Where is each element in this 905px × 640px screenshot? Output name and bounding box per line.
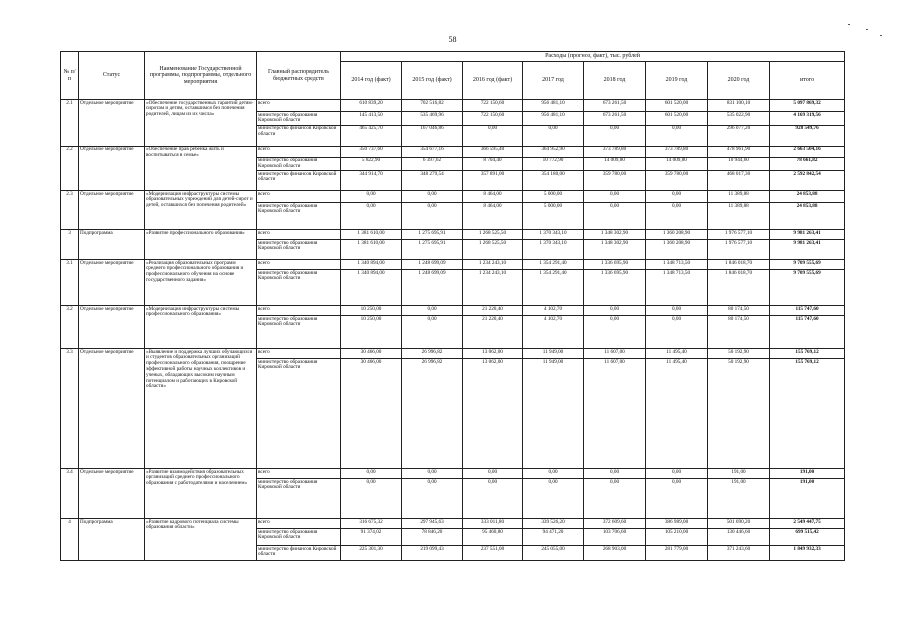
row-executor: министерство образования Кировской области <box>257 112 341 126</box>
value-total: 1 849 932,33 <box>770 546 845 561</box>
value-cell: 26 996,82 <box>402 359 463 469</box>
value-cell: 0,00 <box>646 469 708 479</box>
row-status: Отдельное мероприятие <box>79 349 145 469</box>
value-cell: 722 150,60 <box>463 112 523 126</box>
row-executor: всего <box>257 519 341 529</box>
table-row <box>61 260 845 270</box>
row-number: 3 <box>61 230 79 260</box>
value-cell: 145 413,50 <box>341 112 402 126</box>
value-cell: 0,00 <box>584 125 646 146</box>
value-cell: 225 301,30 <box>341 546 402 561</box>
header-year: 2016 год (факт) <box>463 62 523 100</box>
value-cell: 601 520,00 <box>646 112 708 126</box>
row-status: Отдельное мероприятие <box>79 306 145 349</box>
row-status: Отдельное мероприятие <box>79 191 145 230</box>
header-year: 2020 год <box>708 62 770 100</box>
value-cell: 1 268 525,50 <box>463 240 523 260</box>
value-cell: 13 062,00 <box>463 349 523 359</box>
value-cell: 8 704,40 <box>463 157 523 171</box>
value-cell: 316 675,32 <box>341 519 402 529</box>
header-year: итого <box>770 62 845 100</box>
value-cell: 80 174,50 <box>708 316 770 349</box>
value-cell: 373 789,80 <box>584 146 646 157</box>
table-row <box>61 349 845 359</box>
value-cell: 1 976 577,10 <box>708 240 770 260</box>
value-total: 115 747,60 <box>770 316 845 349</box>
value-cell: 95 460,80 <box>463 529 523 546</box>
value-cell: 10 250,00 <box>341 316 402 349</box>
row-executor: всего <box>257 191 341 203</box>
value-cell: 11 607,00 <box>584 349 646 359</box>
value-cell: 0,00 <box>584 203 646 230</box>
header-executor: Главный распорядитель бюджетных средств <box>257 52 341 100</box>
value-cell: 26 996,82 <box>402 349 463 359</box>
scan-speck <box>848 24 850 25</box>
row-program-name: «Выявление и поддержка лучших обучающихся и студентов образовательных организаций профессионального образования, поощрение эффективной работы научных коллективов и ученых, обладающих высоким научным потенциалом и работающих в Кировской области» <box>145 349 257 469</box>
value-cell: 1 234 243,10 <box>463 270 523 306</box>
value-total: 78 661,82 <box>770 157 845 171</box>
value-cell: 281 779,00 <box>646 546 708 561</box>
value-cell: 0,00 <box>402 203 463 230</box>
row-executor: всего <box>257 100 341 112</box>
value-cell: 0,00 <box>646 203 708 230</box>
row-executor: министерство образования Кировской области <box>257 240 341 260</box>
value-cell: 0,00 <box>584 306 646 316</box>
row-program-name: «Развитие профессионального образования» <box>145 230 257 260</box>
value-cell: 0,00 <box>523 469 584 479</box>
table-row <box>61 230 845 240</box>
value-cell: 1 348 713,50 <box>646 270 708 306</box>
value-cell: 371 243,60 <box>708 546 770 561</box>
value-cell: 5 822,90 <box>341 157 402 171</box>
value-cell: 1 381 610,00 <box>341 230 402 240</box>
value-cell: 10 250,00 <box>341 306 402 316</box>
value-cell: 10 772,90 <box>523 157 584 171</box>
scan-speck <box>866 29 868 30</box>
value-total: 9 709 555,69 <box>770 270 845 306</box>
value-cell: 359 780,00 <box>584 171 646 191</box>
row-number: 2.2 <box>61 146 79 191</box>
value-total: 24 853,88 <box>770 191 845 203</box>
table-row <box>61 191 845 203</box>
value-cell: 10 944,60 <box>708 157 770 171</box>
row-executor: министерство образования Кировской области <box>257 203 341 230</box>
value-cell: 0,00 <box>341 469 402 479</box>
value-cell: 296 077,20 <box>708 125 770 146</box>
value-cell: 386 989,00 <box>646 519 708 529</box>
value-cell: 80 174,50 <box>708 306 770 316</box>
value-cell: 0,00 <box>402 306 463 316</box>
value-cell: 0,00 <box>341 191 402 203</box>
row-number: 3.4 <box>61 469 79 519</box>
row-status: Отдельное мероприятие <box>79 260 145 306</box>
value-cell: 1 381 610,00 <box>341 240 402 260</box>
value-cell: 103 706,60 <box>584 529 646 546</box>
value-cell: 1 846 018,70 <box>708 260 770 270</box>
expenses-table <box>60 51 845 561</box>
value-cell: 30 466,00 <box>341 359 402 469</box>
value-cell: 610 839,20 <box>341 100 402 112</box>
table-row <box>61 146 845 157</box>
value-cell: 1 336 695,90 <box>584 270 646 306</box>
row-executor: всего <box>257 230 341 240</box>
row-program-name: «Обеспечение государственных гарантий детям-сиротам и детям, оставшимся без попечения родителей, лицам из их числа» <box>145 100 257 147</box>
value-cell: 0,00 <box>646 316 708 349</box>
row-program-name: «Развитие кадрового потенциала системы образования области» <box>145 519 257 561</box>
row-program-name: «Модернизация инфраструктуры системы образовательных учреждений для детей-сирот и детей, оставшихся без попечения родителей» <box>145 191 257 230</box>
value-cell: 0,00 <box>523 125 584 146</box>
value-cell: 1 348 302,90 <box>584 230 646 240</box>
row-status: Отдельное мероприятие <box>79 146 145 191</box>
value-cell: 14 009,80 <box>584 157 646 171</box>
value-cell: 0,00 <box>584 479 646 519</box>
table-row <box>61 519 845 529</box>
row-number: 2.3 <box>61 191 79 230</box>
value-cell: 0,00 <box>341 479 402 519</box>
value-total: 2 549 447,75 <box>770 519 845 529</box>
value-cell: 130 446,60 <box>708 529 770 546</box>
value-cell: 105 210,00 <box>646 529 708 546</box>
row-program-name: «Реализация образовательных программ среднего профессионального образования и профессионального обучения на основе государственного задания» <box>145 260 257 306</box>
row-executor: министерство финансов Кировской области <box>257 546 341 561</box>
header-year: 2019 год <box>646 62 708 100</box>
row-status: Подпрограмма <box>79 230 145 260</box>
value-cell: 1 336 695,90 <box>584 260 646 270</box>
value-cell: 831 100,10 <box>708 100 770 112</box>
row-executor: министерство образования Кировской области <box>257 529 341 546</box>
value-cell: 1 248 699,09 <box>402 260 463 270</box>
value-cell: 1 275 695,91 <box>402 240 463 260</box>
value-cell: 0,00 <box>584 316 646 349</box>
value-cell: 0,00 <box>646 306 708 316</box>
row-program-name: «Обеспечение прав ребенка жить и воспитываться в семье» <box>145 146 257 191</box>
value-cell: 350 737,60 <box>341 146 402 157</box>
value-cell: 11 607,00 <box>584 359 646 469</box>
value-cell: 468 017,30 <box>708 171 770 191</box>
row-status: Подпрограмма <box>79 519 145 561</box>
value-total: 4 169 319,56 <box>770 112 845 126</box>
value-cell: 21 220,40 <box>463 316 523 349</box>
value-total: 2 592 842,54 <box>770 171 845 191</box>
value-cell: 1 275 695,91 <box>402 230 463 240</box>
value-cell: 0,00 <box>646 125 708 146</box>
value-cell: 1 370 343,10 <box>523 240 584 260</box>
header-year: 2014 год (факт) <box>341 62 402 100</box>
row-executor: министерство образования Кировской области <box>257 316 341 349</box>
value-cell: 354 677,16 <box>402 146 463 157</box>
value-cell: 4 102,70 <box>523 306 584 316</box>
row-executor: министерство образования Кировской области <box>257 157 341 171</box>
table-row <box>61 100 845 112</box>
value-cell: 0,00 <box>523 479 584 519</box>
row-executor: всего <box>257 260 341 270</box>
table-row <box>61 469 845 479</box>
value-cell: 1 360 208,90 <box>646 240 708 260</box>
value-cell: 0,00 <box>402 479 463 519</box>
value-cell: 1 354 291,40 <box>523 260 584 270</box>
value-cell: 14 009,80 <box>646 157 708 171</box>
value-total: 928 549,76 <box>770 125 845 146</box>
value-cell: 0,00 <box>646 479 708 519</box>
header-year: 2015 год (факт) <box>402 62 463 100</box>
value-cell: 364 952,90 <box>523 146 584 157</box>
value-cell: 11 949,00 <box>523 349 584 359</box>
value-cell: 333 011,80 <box>463 519 523 529</box>
row-executor: всего <box>257 469 341 479</box>
value-cell: 4 102,70 <box>523 316 584 349</box>
value-total: 9 981 263,41 <box>770 240 845 260</box>
row-program-name: «Модернизация инфраструктуры системы профессионального образования» <box>145 306 257 349</box>
value-cell: 0,00 <box>463 479 523 519</box>
value-cell: 501 690,20 <box>708 519 770 529</box>
value-cell: 11 495,40 <box>646 359 708 469</box>
value-cell: 339 526,20 <box>523 519 584 529</box>
value-cell: 91 374,02 <box>341 529 402 546</box>
value-cell: 50 192,90 <box>708 359 770 469</box>
row-program-name: «Развитие взаимодействия образовательных организаций среднего профессионального образования с работодателями и населением» <box>145 469 257 519</box>
row-executor: министерство образования Кировской области <box>257 359 341 469</box>
value-cell: 535 022,90 <box>708 112 770 126</box>
value-cell: 78 846,20 <box>402 529 463 546</box>
value-cell: 0,00 <box>402 316 463 349</box>
value-cell: 237 551,00 <box>463 546 523 561</box>
row-executor: всего <box>257 146 341 157</box>
value-cell: 1 234 243,10 <box>463 260 523 270</box>
row-executor: всего <box>257 306 341 316</box>
value-cell: 1 348 713,50 <box>646 260 708 270</box>
value-total: 699 515,42 <box>770 529 845 546</box>
value-cell: 702 516,82 <box>402 100 463 112</box>
value-cell: 0,00 <box>584 469 646 479</box>
row-number: 4 <box>61 519 79 561</box>
value-total: 9 981 263,41 <box>770 230 845 240</box>
value-cell: 535 469,96 <box>402 112 463 126</box>
value-cell: 245 055,00 <box>523 546 584 561</box>
value-total: 191,00 <box>770 479 845 519</box>
value-cell: 219 099,43 <box>402 546 463 561</box>
value-cell: 0,00 <box>463 125 523 146</box>
row-number: 3.3 <box>61 349 79 469</box>
value-cell: 1 348 302,90 <box>584 240 646 260</box>
value-total: 191,00 <box>770 469 845 479</box>
value-cell: 0,00 <box>463 469 523 479</box>
value-cell: 268 903,00 <box>584 546 646 561</box>
value-total: 9 709 555,69 <box>770 260 845 270</box>
value-cell: 465 425,70 <box>341 125 402 146</box>
value-cell: 0,00 <box>341 203 402 230</box>
value-cell: 191,00 <box>708 479 770 519</box>
value-cell: 354 180,00 <box>523 171 584 191</box>
value-total: 5 097 869,32 <box>770 100 845 112</box>
value-cell: 11 389,88 <box>708 203 770 230</box>
row-number: 3.1 <box>61 260 79 306</box>
value-cell: 601 520,00 <box>646 100 708 112</box>
value-cell: 5 000,00 <box>523 203 584 230</box>
page-number: 58 <box>448 35 457 44</box>
value-total: 155 769,12 <box>770 359 845 469</box>
value-total: 24 853,88 <box>770 203 845 230</box>
value-cell: 13 062,00 <box>463 359 523 469</box>
value-cell: 1 846 018,70 <box>708 270 770 306</box>
value-cell: 478 961,90 <box>708 146 770 157</box>
header-year: 2017 год <box>523 62 584 100</box>
value-cell: 1 268 525,50 <box>463 230 523 240</box>
value-cell: 722 150,60 <box>463 100 523 112</box>
value-cell: 344 914,70 <box>341 171 402 191</box>
row-number: 2.1 <box>61 100 79 147</box>
value-cell: 8 464,00 <box>463 191 523 203</box>
header-no: № п/п <box>61 52 79 100</box>
row-executor: министерство образования Кировской области <box>257 270 341 306</box>
header-status: Статус <box>79 52 145 100</box>
row-executor: министерство финансов Кировской области <box>257 125 341 146</box>
header-year: 2018 год <box>584 62 646 100</box>
value-cell: 1 248 699,09 <box>402 270 463 306</box>
value-cell: 11 495,40 <box>646 349 708 359</box>
row-executor: министерство финансов Кировской области <box>257 171 341 191</box>
row-executor: министерство образования Кировской области <box>257 479 341 519</box>
value-cell: 8 464,00 <box>463 203 523 230</box>
value-cell: 956 481,10 <box>523 112 584 126</box>
value-cell: 297 945,63 <box>402 519 463 529</box>
value-cell: 1 340 894,00 <box>341 260 402 270</box>
table-row <box>61 306 845 316</box>
value-cell: 50 192,90 <box>708 349 770 359</box>
row-number: 3.2 <box>61 306 79 349</box>
value-cell: 359 780,00 <box>646 171 708 191</box>
value-total: 2 663 504,16 <box>770 146 845 157</box>
value-cell: 0,00 <box>584 191 646 203</box>
value-cell: 21 220,40 <box>463 306 523 316</box>
value-cell: 673 261,50 <box>584 100 646 112</box>
value-cell: 348 279,54 <box>402 171 463 191</box>
value-cell: 366 595,40 <box>463 146 523 157</box>
row-status: Отдельное мероприятие <box>79 469 145 519</box>
value-cell: 30 466,00 <box>341 349 402 359</box>
value-cell: 1 354 291,40 <box>523 270 584 306</box>
value-cell: 11 949,00 <box>523 359 584 469</box>
header-expenses: Расходы (прогноз, факт), тыс. рублей <box>341 52 845 62</box>
value-total: 155 769,12 <box>770 349 845 359</box>
value-cell: 1 340 894,00 <box>341 270 402 306</box>
value-cell: 94 471,20 <box>523 529 584 546</box>
value-cell: 956 481,10 <box>523 100 584 112</box>
value-cell: 0,00 <box>402 469 463 479</box>
value-cell: 6 397,62 <box>402 157 463 171</box>
row-status: Отдельное мероприятие <box>79 100 145 147</box>
value-cell: 0,00 <box>402 191 463 203</box>
value-cell: 372 609,60 <box>584 519 646 529</box>
value-cell: 373 789,80 <box>646 146 708 157</box>
header-name: Наименование Государственной программы, подпрограммы, отдельного мероприятия <box>145 52 257 100</box>
value-cell: 191,00 <box>708 469 770 479</box>
value-cell: 673 261,50 <box>584 112 646 126</box>
value-total: 115 747,60 <box>770 306 845 316</box>
value-cell: 167 046,86 <box>402 125 463 146</box>
value-cell: 0,00 <box>646 191 708 203</box>
value-cell: 1 360 208,90 <box>646 230 708 240</box>
value-cell: 1 976 577,10 <box>708 230 770 240</box>
value-cell: 11 389,88 <box>708 191 770 203</box>
value-cell: 5 000,00 <box>523 191 584 203</box>
value-cell: 357 891,00 <box>463 171 523 191</box>
scan-speck <box>880 35 882 36</box>
value-cell: 1 370 343,10 <box>523 230 584 240</box>
row-executor: всего <box>257 349 341 359</box>
